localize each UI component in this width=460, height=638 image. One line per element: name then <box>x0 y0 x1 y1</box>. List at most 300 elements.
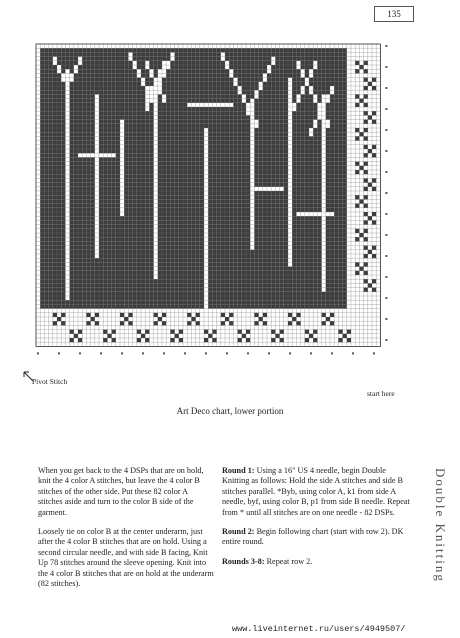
chart-cell <box>330 241 334 245</box>
chart-cell <box>225 292 229 296</box>
chart-cell <box>170 204 174 208</box>
chart-cell <box>338 208 342 212</box>
chart-cell <box>317 78 321 82</box>
chart-cell <box>238 254 242 258</box>
chart-cell <box>225 267 229 271</box>
chart-cell <box>263 250 267 254</box>
chart-cell <box>343 212 347 216</box>
chart-cell <box>238 141 242 145</box>
chart-cell <box>124 187 128 191</box>
chart-cell <box>309 57 313 61</box>
chart-cell <box>137 94 141 98</box>
chart-cell <box>271 86 275 90</box>
chart-cell <box>99 296 103 300</box>
chart-cell <box>82 187 86 191</box>
chart-cell <box>133 149 137 153</box>
chart-cell <box>61 120 65 124</box>
chart-cell <box>330 208 334 212</box>
chart-cell <box>179 262 183 266</box>
chart-cell <box>259 279 263 283</box>
chart-cell <box>326 103 330 107</box>
chart-cell <box>70 124 74 128</box>
chart-cell <box>334 229 338 233</box>
chart-cell <box>70 145 74 149</box>
chart-cell <box>271 195 275 199</box>
chart-cell <box>338 183 342 187</box>
chart-cell <box>275 296 279 300</box>
chart-cell <box>254 195 258 199</box>
chart-cell <box>141 65 145 69</box>
chart-cell <box>44 174 48 178</box>
chart-cell <box>259 216 263 220</box>
chart-cell <box>200 52 204 56</box>
chart-cell <box>175 300 179 304</box>
chart-cell <box>242 208 246 212</box>
chart-cell <box>103 288 107 292</box>
chart-cell <box>296 157 300 161</box>
motif-cell <box>359 65 363 69</box>
chart-cell <box>221 124 225 128</box>
chart-cell <box>166 149 170 153</box>
chart-cell <box>254 99 258 103</box>
chart-cell <box>154 304 158 308</box>
chart-cell <box>183 220 187 224</box>
chart-cell <box>175 162 179 166</box>
chart-cell <box>280 128 284 132</box>
chart-cell <box>242 48 246 52</box>
chart-cell <box>250 267 254 271</box>
chart-cell <box>95 262 99 266</box>
chart-cell <box>221 296 225 300</box>
chart-cell <box>317 279 321 283</box>
chart-cell <box>175 107 179 111</box>
chart-cell <box>242 178 246 182</box>
chart-cell <box>128 90 132 94</box>
chart-cell <box>238 212 242 216</box>
motif-cell <box>313 330 317 334</box>
chart-cell <box>170 86 174 90</box>
chart-cell <box>313 90 317 94</box>
chart-cell <box>158 48 162 52</box>
chart-cell <box>326 61 330 65</box>
chart-cell <box>187 220 191 224</box>
chart-cell <box>221 78 225 82</box>
chart-cell <box>44 216 48 220</box>
chart-cell <box>292 258 296 262</box>
chart-cell <box>292 267 296 271</box>
chart-cell <box>309 191 313 195</box>
chart-cell <box>61 229 65 233</box>
chart-cell <box>124 241 128 245</box>
chart-cell <box>112 183 116 187</box>
chart-cell <box>271 304 275 308</box>
chart-cell <box>280 69 284 73</box>
chart-cell <box>99 48 103 52</box>
chart-cell <box>296 262 300 266</box>
chart-cell <box>112 99 116 103</box>
chart-cell <box>309 275 313 279</box>
chart-cell <box>208 246 212 250</box>
chart-cell <box>103 225 107 229</box>
paragraph: Loosely tie on color B at the center underarm, just after the 4 color B stitches that are on hold. Using a second circular needle, and with side B facing, Knit Up 78 stitches around the sleeve opening. Knit into the 4 color B stitches that are on hold at the underarm (82 stitches). <box>38 527 214 589</box>
chart-cell <box>246 250 250 254</box>
chart-cell <box>74 225 78 229</box>
chart-cell <box>313 128 317 132</box>
chart-cell <box>166 183 170 187</box>
chart-cell <box>330 82 334 86</box>
chart-cell <box>217 65 221 69</box>
chart-cell <box>284 258 288 262</box>
chart-cell <box>116 124 120 128</box>
chart-cell <box>242 61 246 65</box>
chart-cell <box>242 304 246 308</box>
motif-cell <box>91 317 95 321</box>
chart-cell <box>204 86 208 90</box>
chart-cell <box>204 48 208 52</box>
chart-cell <box>158 166 162 170</box>
chart-cell <box>309 300 313 304</box>
chart-cell <box>99 250 103 254</box>
chart-cell <box>70 157 74 161</box>
chart-cell <box>225 187 229 191</box>
chart-cell <box>296 233 300 237</box>
chart-cell <box>145 183 149 187</box>
chart-cell <box>317 271 321 275</box>
chart-cell <box>78 73 82 77</box>
chart-cell <box>221 94 225 98</box>
chart-cell <box>246 82 250 86</box>
chart-cell <box>65 61 69 65</box>
chart-cell <box>44 57 48 61</box>
chart-cell <box>183 132 187 136</box>
motif-cell <box>322 321 326 325</box>
chart-cell <box>128 65 132 69</box>
chart-cell <box>40 279 44 283</box>
chart-cell <box>170 78 174 82</box>
chart-cell <box>330 162 334 166</box>
chart-cell <box>330 128 334 132</box>
chart-cell <box>301 170 305 174</box>
chart-cell <box>137 212 141 216</box>
chart-cell <box>53 262 57 266</box>
chart-cell <box>280 78 284 82</box>
chart-cell <box>112 170 116 174</box>
chart-cell <box>326 136 330 140</box>
chart-cell <box>141 69 145 73</box>
chart-cell <box>296 145 300 149</box>
chart-cell <box>107 183 111 187</box>
chart-cell <box>141 111 145 115</box>
chart-cell <box>57 254 61 258</box>
chart-cell <box>191 212 195 216</box>
chart-cell <box>179 157 183 161</box>
chart-cell <box>208 141 212 145</box>
chart-cell <box>238 61 242 65</box>
chart-cell <box>86 99 90 103</box>
chart-cell <box>292 229 296 233</box>
chart-cell <box>149 304 153 308</box>
chart-cell <box>330 94 334 98</box>
chart-cell <box>70 220 74 224</box>
chart-cell <box>191 48 195 52</box>
chart-cell <box>149 149 153 153</box>
chart-cell <box>158 103 162 107</box>
chart-cell <box>271 250 275 254</box>
chart-cell <box>175 283 179 287</box>
chart-cell <box>275 204 279 208</box>
chart-cell <box>91 166 95 170</box>
chart-cell <box>204 73 208 77</box>
chart-cell <box>259 296 263 300</box>
chart-cell <box>166 300 170 304</box>
chart-cell <box>326 258 330 262</box>
chart-cell <box>309 246 313 250</box>
chart-cell <box>170 174 174 178</box>
chart-cell <box>238 216 242 220</box>
chart-cell <box>86 162 90 166</box>
chart-cell <box>280 73 284 77</box>
chart-cell <box>120 90 124 94</box>
chart-cell <box>250 283 254 287</box>
chart-cell <box>204 82 208 86</box>
chart-cell <box>162 283 166 287</box>
chart-cell <box>175 174 179 178</box>
chart-cell <box>53 204 57 208</box>
chart-cell <box>204 69 208 73</box>
chart-cell <box>301 174 305 178</box>
chart-cell <box>170 162 174 166</box>
chart-cell <box>254 288 258 292</box>
chart-cell <box>149 300 153 304</box>
chart-cell <box>91 250 95 254</box>
motif-cell <box>238 338 242 342</box>
chart-cell <box>267 136 271 140</box>
chart-cell <box>91 120 95 124</box>
chart-cell <box>183 237 187 241</box>
chart-cell <box>225 111 229 115</box>
chart-cell <box>145 292 149 296</box>
chart-cell <box>200 178 204 182</box>
chart-cell <box>334 73 338 77</box>
chart-cell <box>221 157 225 161</box>
chart-cell <box>309 99 313 103</box>
chart-cell <box>229 82 233 86</box>
chart-cell <box>338 107 342 111</box>
chart-cell <box>271 99 275 103</box>
chart-cell <box>187 296 191 300</box>
chart-cell <box>137 292 141 296</box>
chart-cell <box>133 73 137 77</box>
chart-cell <box>162 157 166 161</box>
chart-cell <box>330 57 334 61</box>
chart-cell <box>124 136 128 140</box>
chart-cell <box>317 229 321 233</box>
chart-cell <box>246 241 250 245</box>
chart-cell <box>301 178 305 182</box>
chart-cell <box>99 229 103 233</box>
chart-cell <box>238 279 242 283</box>
chart-cell <box>187 288 191 292</box>
chart-cell <box>242 111 246 115</box>
chart-cell <box>166 166 170 170</box>
chart-cell <box>40 220 44 224</box>
chart-cell <box>74 86 78 90</box>
chart-cell <box>53 246 57 250</box>
chart-cell <box>61 216 65 220</box>
chart-cell <box>275 225 279 229</box>
chart-cell <box>242 275 246 279</box>
chart-cell <box>233 124 237 128</box>
chart-cell <box>53 124 57 128</box>
chart-cell <box>137 103 141 107</box>
chart-cell <box>57 300 61 304</box>
chart-cell <box>53 233 57 237</box>
chart-cell <box>179 153 183 157</box>
chart-cell <box>57 212 61 216</box>
motif-cell <box>275 334 279 338</box>
chart-cell <box>158 115 162 119</box>
chart-cell <box>74 195 78 199</box>
chart-cell <box>196 107 200 111</box>
chart-cell <box>221 99 225 103</box>
chart-cell <box>250 52 254 56</box>
chart-cell <box>221 183 225 187</box>
chart-cell <box>305 61 309 65</box>
chart-cell <box>246 233 250 237</box>
chart-cell <box>183 275 187 279</box>
chart-cell <box>158 162 162 166</box>
chart-cell <box>292 262 296 266</box>
chart-cell <box>242 267 246 271</box>
chart-cell <box>296 132 300 136</box>
chart-cell <box>53 174 57 178</box>
chart-cell <box>53 65 57 69</box>
chart-cell <box>309 61 313 65</box>
chart-cell <box>338 174 342 178</box>
chart-cell <box>175 86 179 90</box>
chart-cell <box>82 271 86 275</box>
chart-cell <box>280 304 284 308</box>
chart-cell <box>137 204 141 208</box>
chart-cell <box>221 153 225 157</box>
chart-cell <box>70 267 74 271</box>
chart-cell <box>275 82 279 86</box>
chart-cell <box>296 195 300 199</box>
chart-cell <box>225 241 229 245</box>
chart-cell <box>179 304 183 308</box>
chart-cell <box>242 195 246 199</box>
chart-cell <box>334 82 338 86</box>
chart-cell <box>91 124 95 128</box>
chart-cell <box>246 132 250 136</box>
chart-cell <box>238 304 242 308</box>
chart-cell <box>175 111 179 115</box>
chart-cell <box>212 57 216 61</box>
tick-mark <box>352 352 354 354</box>
chart-cell <box>170 191 174 195</box>
chart-cell <box>128 166 132 170</box>
chart-cell <box>250 300 254 304</box>
chart-cell <box>103 187 107 191</box>
chart-cell <box>44 162 48 166</box>
chart-cell <box>137 52 141 56</box>
chart-cell <box>326 78 330 82</box>
chart-cell <box>61 132 65 136</box>
motif-cell <box>263 313 267 317</box>
chart-cell <box>296 103 300 107</box>
chart-cell <box>225 52 229 56</box>
motif-cell <box>305 338 309 342</box>
chart-cell <box>149 111 153 115</box>
chart-cell <box>170 283 174 287</box>
chart-cell <box>229 52 233 56</box>
chart-cell <box>229 166 233 170</box>
chart-cell <box>212 128 216 132</box>
chart-cell <box>44 300 48 304</box>
chart-cell <box>275 258 279 262</box>
chart-cell <box>91 149 95 153</box>
chart-cell <box>112 61 116 65</box>
chart-cell <box>133 199 137 203</box>
chart-cell <box>271 52 275 56</box>
chart-cell <box>183 145 187 149</box>
chart-cell <box>103 216 107 220</box>
chart-cell <box>179 86 183 90</box>
chart-cell <box>305 120 309 124</box>
chart-cell <box>145 149 149 153</box>
chart-cell <box>40 262 44 266</box>
chart-cell <box>334 237 338 241</box>
chart-cell <box>145 157 149 161</box>
chart-cell <box>254 233 258 237</box>
chart-cell <box>229 120 233 124</box>
chart-cell <box>267 304 271 308</box>
chart-cell <box>233 145 237 149</box>
chart-cell <box>141 107 145 111</box>
chart-cell <box>275 250 279 254</box>
chart-cell <box>82 128 86 132</box>
chart-cell <box>208 174 212 178</box>
chart-cell <box>191 271 195 275</box>
chart-cell <box>254 258 258 262</box>
chart-cell <box>233 241 237 245</box>
chart-cell <box>288 288 292 292</box>
chart-cell <box>145 57 149 61</box>
chart-cell <box>330 170 334 174</box>
chart-cell <box>284 52 288 56</box>
chart-cell <box>313 300 317 304</box>
chart-cell <box>309 157 313 161</box>
motif-cell <box>355 195 359 199</box>
chart-cell <box>175 191 179 195</box>
motif-cell <box>141 334 145 338</box>
chart-cell <box>141 120 145 124</box>
chart-cell <box>233 199 237 203</box>
chart-cell <box>91 216 95 220</box>
chart-cell <box>175 254 179 258</box>
chart-cell <box>70 132 74 136</box>
chart-cell <box>191 191 195 195</box>
chart-cell <box>225 288 229 292</box>
chart-cell <box>238 149 242 153</box>
chart-cell <box>229 90 233 94</box>
chart-cell <box>208 204 212 208</box>
chart-cell <box>166 233 170 237</box>
chart-cell <box>61 241 65 245</box>
chart-cell <box>141 99 145 103</box>
chart-cell <box>112 300 116 304</box>
chart-cell <box>103 128 107 132</box>
